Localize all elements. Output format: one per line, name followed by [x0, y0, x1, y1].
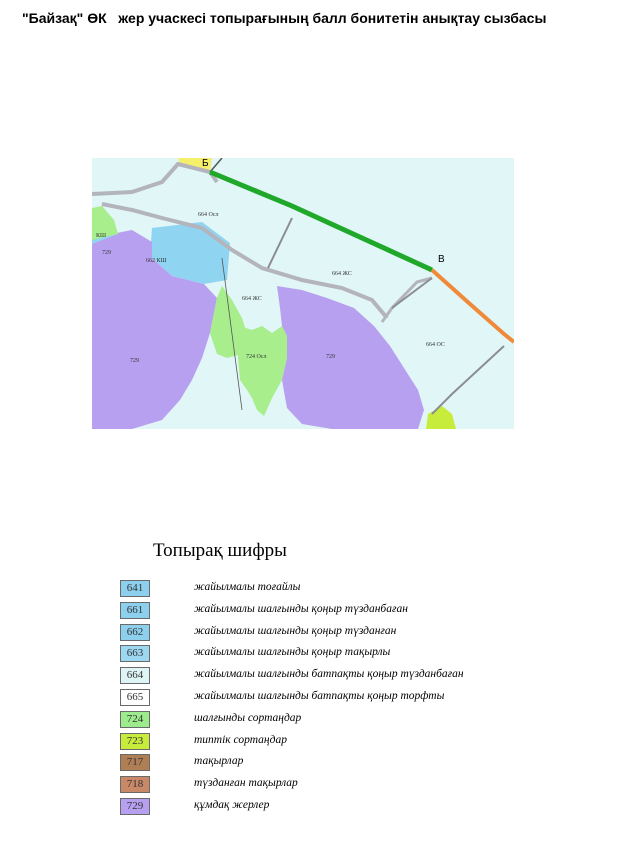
- legend-item: [120, 798, 520, 815]
- legend-swatch: 664: [120, 667, 150, 684]
- legend-label: жайылмалы шалғынды батпақты қоңыр түзданбаған: [194, 668, 464, 680]
- parcel-label-664-os: 664 ОС: [426, 342, 445, 348]
- parcel-label-729-center: 729: [326, 354, 335, 360]
- parcel-label-664-osl: 664 Осл: [198, 212, 219, 218]
- parcel-label-664-zhs-right: 664 ЖС: [332, 271, 352, 277]
- legend-swatch: 718: [120, 776, 150, 793]
- legend-label: тақырлар: [194, 755, 244, 767]
- parcel-label-729-topleft: 729: [102, 250, 111, 256]
- legend-label: шалғынды сортаңдар: [194, 712, 302, 724]
- legend-swatch: 729: [120, 798, 150, 815]
- legend-swatch: 663: [120, 645, 150, 662]
- legend-item: [120, 776, 520, 793]
- soil-map-canvas: [92, 158, 514, 429]
- legend-label: типтік сортаңдар: [194, 734, 287, 746]
- legend-item: [120, 754, 520, 771]
- parcel-label-kh: КШ: [96, 233, 107, 239]
- parcel-label-729-left: 729: [130, 358, 139, 364]
- legend-title: Топырақ шифры: [153, 540, 287, 561]
- legend-swatch: 661: [120, 602, 150, 619]
- legend-label: жайылмалы шалғынды қоңыр түзданбаған: [194, 603, 408, 615]
- legend-label: жайылмалы шалғынды қоңыр түзданған: [194, 625, 397, 637]
- legend-item: [120, 624, 520, 641]
- legend-item: [120, 580, 520, 597]
- legend-swatch: 717: [120, 754, 150, 771]
- legend-label: жайылмалы шалғынды батпақты қоңыр торфты: [194, 690, 445, 702]
- legend-item: [120, 645, 520, 662]
- parcel-label-662-kh: 662 КШ: [146, 258, 167, 264]
- legend-item: [120, 689, 520, 706]
- parcel-label-724-osl: 724 Осл: [246, 354, 267, 360]
- legend-item: [120, 667, 520, 684]
- legend-label: құмдақ жерлер: [194, 799, 270, 811]
- legend-item: [120, 602, 520, 619]
- legend-label: жайылмалы тоғайлы: [194, 581, 301, 593]
- legend-swatch: 641: [120, 580, 150, 597]
- point-label-b: Б: [202, 158, 209, 169]
- legend-swatch: 665: [120, 689, 150, 706]
- soil-map: [92, 158, 514, 429]
- legend-label: жайылмалы шалғынды қоңыр тақырлы: [194, 646, 391, 658]
- legend-swatch: 723: [120, 733, 150, 750]
- legend-label: түзданған тақырлар: [194, 777, 298, 789]
- legend-item: [120, 733, 520, 750]
- legend-swatch: 662: [120, 624, 150, 641]
- page-title: "Байзақ" ӨК жер учаскесі топырағының балл бонитетін анықтау сызбасы: [22, 10, 547, 26]
- point-label-v: В: [438, 254, 445, 265]
- parcel-label-664-zhs-center: 664 ЖС: [242, 296, 262, 302]
- legend-swatch: 724: [120, 711, 150, 728]
- legend-item: [120, 711, 520, 728]
